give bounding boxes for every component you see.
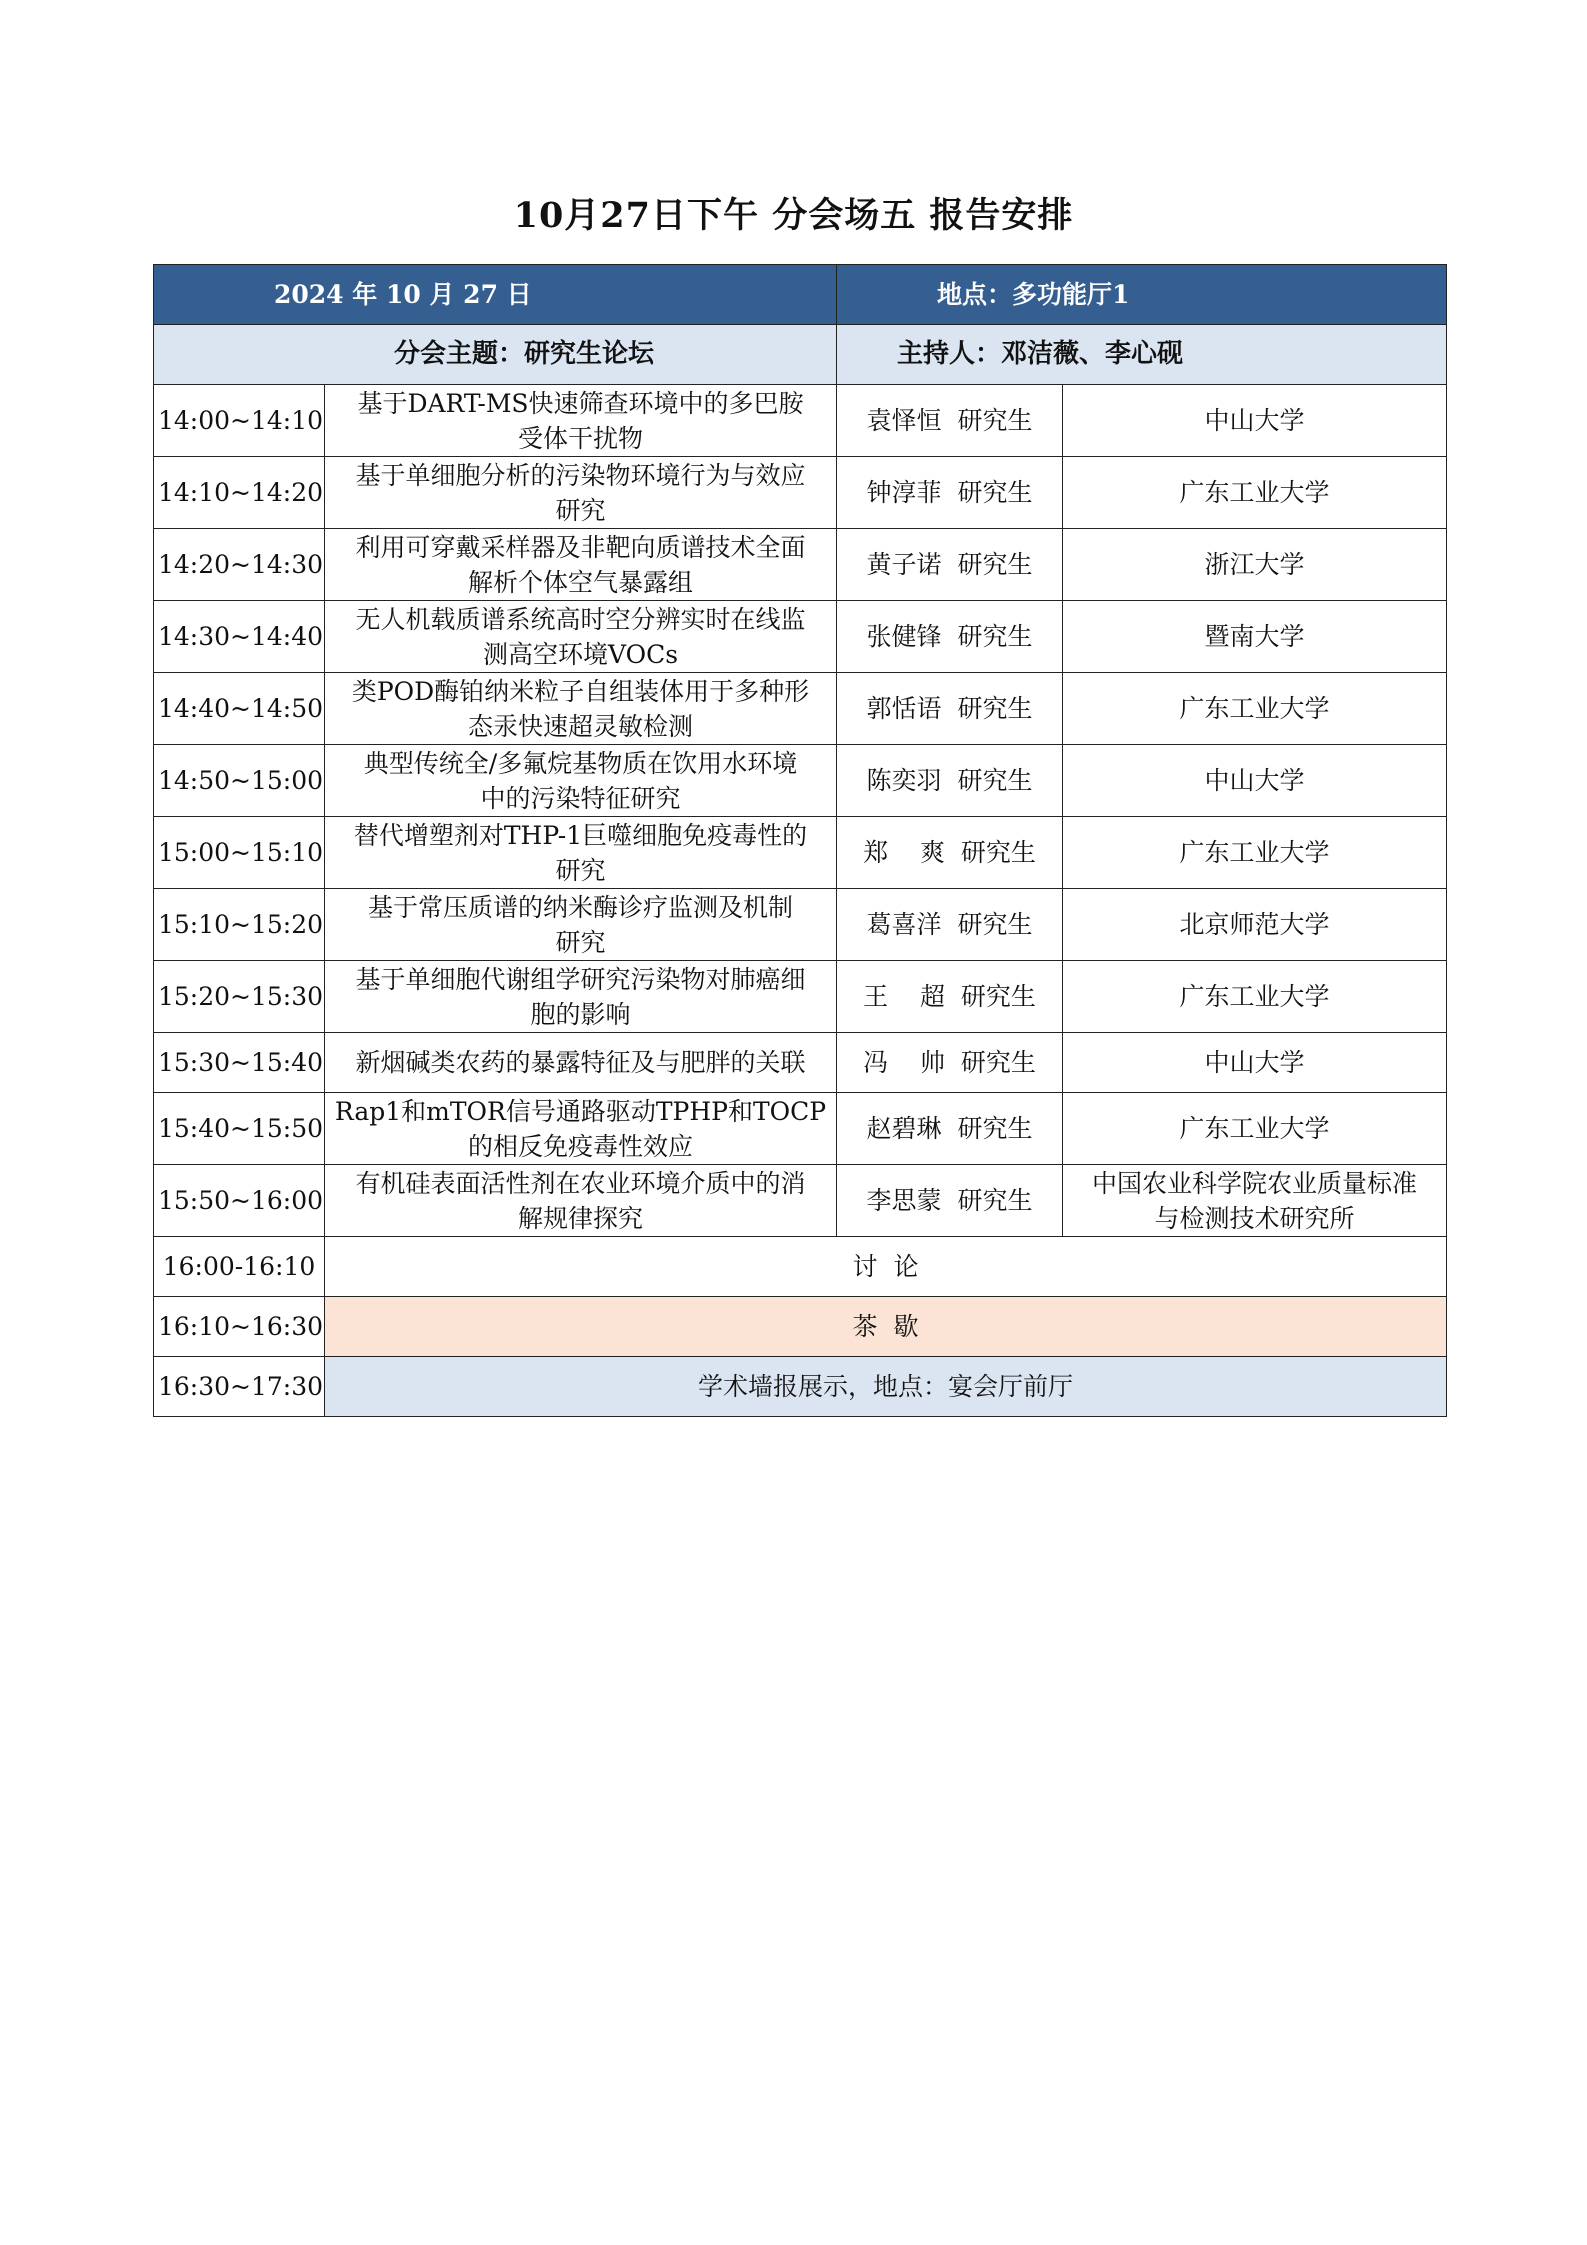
session-location: 地点：多功能厅1	[837, 265, 1447, 325]
talk-affiliation	[1063, 385, 1447, 457]
break-time: 16:00-16:10	[154, 1237, 325, 1297]
talk-row	[154, 745, 1447, 817]
talk-speaker: 郭恬语 研究生	[837, 673, 1063, 745]
talk-affiliation	[1063, 529, 1447, 601]
talk-speaker: 冯 帅 研究生	[837, 1033, 1063, 1093]
talk-affiliation	[1063, 817, 1447, 889]
talk-time: 15:50~16:00	[154, 1165, 325, 1237]
talk-speaker: 钟淳菲 研究生	[837, 457, 1063, 529]
talk-title-line: 新烟碱类农药的暴露特征及与肥胖的关联	[355, 1048, 806, 1077]
talk-affiliation	[1063, 457, 1447, 529]
talk-affiliation-line: 浙江大学	[1204, 550, 1305, 579]
talk-title	[325, 529, 837, 601]
talk-time: 15:30~15:40	[154, 1033, 325, 1093]
talk-affiliation-line: 广东工业大学	[1179, 838, 1330, 867]
talk-time: 14:00~14:10	[154, 385, 325, 457]
talk-row	[154, 1033, 1447, 1093]
talk-row	[154, 961, 1447, 1033]
talk-title-line: 研究	[555, 495, 606, 525]
talk-title-line: 基于单细胞代谢组学研究污染物对肺癌细	[355, 964, 806, 994]
talk-speaker: 李思蒙 研究生	[837, 1165, 1063, 1237]
discussion-label: 讨 论	[325, 1237, 1447, 1297]
talk-time: 15:00~15:10	[154, 817, 325, 889]
talk-speaker: 葛喜洋 研究生	[837, 889, 1063, 961]
talk-title	[325, 961, 837, 1033]
talk-title-line: 替代增塑剂对THP-1巨噬细胞免疫毒性的	[353, 820, 808, 850]
talk-time: 14:30~14:40	[154, 601, 325, 673]
subheader-row	[154, 325, 1447, 385]
tea-break-row	[154, 1297, 1447, 1357]
talk-title	[325, 889, 837, 961]
talk-title-line: 中的污染特征研究	[480, 783, 681, 813]
poster-session-label: 学术墙报展示，地点：宴会厅前厅	[325, 1357, 1447, 1417]
talk-affiliation-line: 中国农业科学院农业质量标准	[1091, 1168, 1417, 1198]
talk-affiliation-line: 中山大学	[1204, 406, 1305, 435]
talk-title-line: 类POD酶铂纳米粒子自组装体用于多种形	[351, 676, 810, 706]
talk-affiliation-line: 中山大学	[1204, 766, 1305, 795]
break-time: 16:30~17:30	[154, 1357, 325, 1417]
talk-title	[325, 601, 837, 673]
talk-title-line: Rap1和mTOR信号通路驱动TPHP和TOCP	[334, 1096, 827, 1126]
talk-title	[325, 673, 837, 745]
talk-time: 15:20~15:30	[154, 961, 325, 1033]
talk-affiliation-line: 中山大学	[1204, 1048, 1305, 1077]
talk-title-line: 测高空环境VOCs	[482, 639, 679, 669]
header-row	[154, 265, 1447, 325]
talk-affiliation	[1063, 889, 1447, 961]
talk-time: 14:10~14:20	[154, 457, 325, 529]
talk-affiliation-line: 广东工业大学	[1179, 1114, 1330, 1143]
talk-speaker: 黄子诺 研究生	[837, 529, 1063, 601]
talk-title-line: 典型传统全/多氟烷基物质在饮用水环境	[363, 748, 798, 778]
talk-speaker: 王 超 研究生	[837, 961, 1063, 1033]
talk-title-line: 解析个体空气暴露组	[467, 567, 693, 597]
talk-title	[325, 745, 837, 817]
talk-title	[325, 1165, 837, 1237]
session-hosts: 主持人：邓洁薇、李心砚	[837, 325, 1447, 385]
talk-row	[154, 1093, 1447, 1165]
talk-title-line: 研究	[555, 855, 606, 885]
tea-break-label: 茶 歇	[325, 1297, 1447, 1357]
talk-time: 15:10~15:20	[154, 889, 325, 961]
talk-speaker: 赵碧琳 研究生	[837, 1093, 1063, 1165]
talk-affiliation	[1063, 1165, 1447, 1237]
talk-row	[154, 817, 1447, 889]
talk-row	[154, 1165, 1447, 1237]
talk-speaker: 陈奕羽 研究生	[837, 745, 1063, 817]
talk-affiliation	[1063, 961, 1447, 1033]
talk-row	[154, 529, 1447, 601]
page-title: 10月27日下午 分会场五 报告安排	[513, 195, 1074, 236]
talk-title-line: 胞的影响	[530, 999, 631, 1029]
talk-affiliation-line: 广东工业大学	[1179, 694, 1330, 723]
talk-row	[154, 601, 1447, 673]
talk-title-line: 基于DART-MS快速筛查环境中的多巴胺	[357, 388, 804, 418]
talk-title-line: 基于单细胞分析的污染物环境行为与效应	[355, 460, 806, 490]
talk-time: 15:40~15:50	[154, 1093, 325, 1165]
talk-row	[154, 889, 1447, 961]
talk-affiliation	[1063, 1093, 1447, 1165]
talk-time: 14:50~15:00	[154, 745, 325, 817]
talk-affiliation-line: 暨南大学	[1204, 622, 1305, 651]
break-time: 16:10~16:30	[154, 1297, 325, 1357]
talk-affiliation-line: 与检测技术研究所	[1154, 1203, 1355, 1233]
schedule-table	[153, 264, 1447, 1417]
talk-title	[325, 385, 837, 457]
talk-time: 14:40~14:50	[154, 673, 325, 745]
talk-speaker: 袁怿恒 研究生	[837, 385, 1063, 457]
talk-title-line: 受体干扰物	[517, 423, 643, 453]
talk-title-line: 利用可穿戴采样器及非靶向质谱技术全面	[355, 532, 806, 562]
session-date: 2024 年 10 月 27 日	[154, 265, 837, 325]
talk-affiliation	[1063, 601, 1447, 673]
talk-row	[154, 385, 1447, 457]
discussion-row	[154, 1237, 1447, 1297]
talk-title-line: 基于常压质谱的纳米酶诊疗监测及机制	[367, 892, 793, 922]
talk-affiliation	[1063, 673, 1447, 745]
talk-row	[154, 673, 1447, 745]
talk-title	[325, 1093, 837, 1165]
session-theme: 分会主题：研究生论坛	[154, 325, 837, 385]
talk-title-line: 无人机载质谱系统高时空分辨实时在线监	[355, 604, 806, 634]
talk-affiliation-line: 广东工业大学	[1179, 982, 1330, 1011]
talk-title	[325, 457, 837, 529]
talk-title	[325, 817, 837, 889]
talk-title-line: 解规律探究	[517, 1203, 643, 1233]
talk-title-line: 态汞快速超灵敏检测	[467, 711, 693, 741]
talk-row	[154, 457, 1447, 529]
talk-affiliation	[1063, 745, 1447, 817]
talk-title-line: 的相反免疫毒性效应	[467, 1131, 693, 1161]
talk-affiliation	[1063, 1033, 1447, 1093]
talk-title	[325, 1033, 837, 1093]
talk-time: 14:20~14:30	[154, 529, 325, 601]
talk-affiliation-line: 北京师范大学	[1179, 910, 1330, 939]
talk-speaker: 张健锋 研究生	[837, 601, 1063, 673]
talk-speaker: 郑 爽 研究生	[837, 817, 1063, 889]
talk-title-line: 有机硅表面活性剂在农业环境介质中的消	[355, 1168, 806, 1198]
talk-affiliation-line: 广东工业大学	[1179, 478, 1330, 507]
talk-title-line: 研究	[555, 927, 606, 957]
poster-session-row	[154, 1357, 1447, 1417]
